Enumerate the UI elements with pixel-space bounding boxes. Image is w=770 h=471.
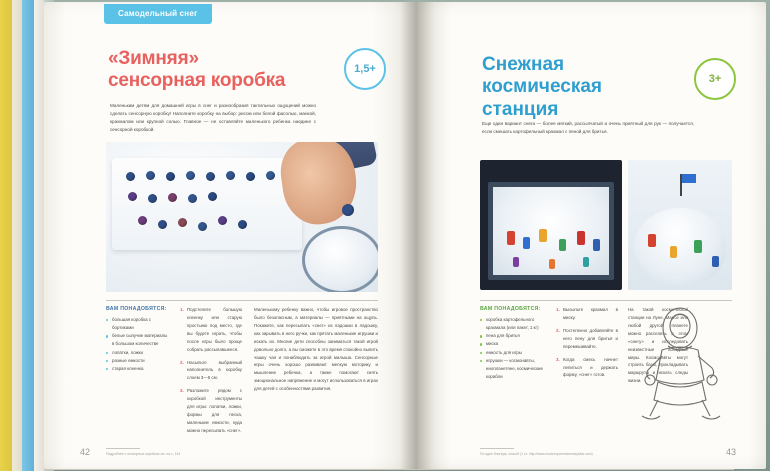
list-item: большая коробка с бортиками bbox=[106, 316, 168, 332]
toy-figure bbox=[648, 234, 656, 247]
photo-sensory-box bbox=[106, 142, 378, 292]
flag bbox=[682, 174, 696, 183]
toy-figure bbox=[583, 257, 589, 267]
toy-figure bbox=[712, 256, 719, 267]
list-item: игрушки — космонавты, инопланетяне, космические корабли bbox=[480, 357, 544, 381]
left-materials-column bbox=[106, 306, 168, 373]
right-page-number: 43 bbox=[725, 447, 736, 457]
bead bbox=[238, 220, 247, 229]
toy-figure bbox=[593, 239, 600, 251]
bead bbox=[168, 193, 177, 202]
bead bbox=[178, 218, 187, 227]
bead bbox=[206, 172, 215, 181]
right-materials-list bbox=[480, 316, 544, 381]
bead bbox=[266, 171, 275, 180]
toy-figure bbox=[507, 231, 515, 245]
list-item: пена для бритья bbox=[480, 332, 544, 340]
list-item: коробка картофельного крахмала (или пакет, 1 кг) bbox=[480, 316, 544, 332]
step-number: 2. bbox=[180, 359, 184, 365]
list-item: емкость для игры bbox=[480, 349, 544, 357]
right-columns-divider bbox=[480, 300, 732, 301]
toy-figure bbox=[539, 229, 547, 242]
bead bbox=[208, 192, 217, 201]
age-badge-right: 3+ bbox=[694, 58, 736, 100]
right-materials-column bbox=[480, 306, 544, 381]
right-page-title bbox=[482, 54, 682, 121]
bead bbox=[128, 192, 137, 201]
bowl-with-snow bbox=[302, 226, 378, 292]
bead bbox=[246, 172, 255, 181]
bead bbox=[186, 171, 195, 180]
snow-mound bbox=[634, 208, 726, 286]
photo-snow-mound bbox=[628, 160, 732, 290]
step-number: 1. bbox=[556, 307, 560, 312]
list-item: 2. Постепенно добавляйте в него пену для бритья и перемешивайте. bbox=[556, 327, 618, 349]
dark-box-frame bbox=[488, 182, 614, 280]
bead bbox=[226, 171, 235, 180]
toy-figure bbox=[670, 246, 677, 258]
right-page bbox=[416, 2, 766, 469]
left-page bbox=[44, 2, 416, 469]
list-item: 3. Когда смесь начнет лепиться и держать форму, «снег» готов. bbox=[556, 356, 618, 378]
list-item: миска bbox=[480, 340, 544, 348]
list-item: 1. Высыпьте крахмал в миску. bbox=[556, 307, 618, 320]
left-body-column bbox=[254, 306, 378, 399]
step-number: 3. bbox=[180, 388, 184, 394]
section-tab-banner: Самодельный снег bbox=[104, 4, 212, 24]
bead bbox=[218, 216, 227, 225]
step-number: 3. bbox=[556, 356, 560, 362]
bead bbox=[126, 172, 135, 181]
right-steps-column bbox=[556, 306, 618, 384]
illustration-astronaut-sketch bbox=[628, 302, 732, 424]
right-title-line-1: Снежная bbox=[482, 54, 565, 75]
step-number: 2. bbox=[556, 327, 560, 333]
white-tray bbox=[112, 158, 302, 250]
list-item: 1. Подстелите большую клеенку или старую простыню под место, где вы будете играть, чтобы после игры было проще собрать рассыпавшееся. bbox=[180, 307, 242, 352]
left-body-paragraph: Маленькому ребенку важно, чтобы игровое пространство было безопасным, а материалы — приятными на ощупь. Покажите, как пересыпать «снег» из ладошки в ладошку, как зарывать в него ручки, как прятать маленькие игрушки и искать их. Многие дети способны заниматься такой игрой довольно долго, а вы сможете в это время спокойно выпить чашку чая и понаблюдать за игрой малыша. Сенсорные игры очень хорошо развивают мелкую моторику и мышление ребенка, а также помогают снять эмоциональное напряжение и могут использоваться в играх для детей с особенностями развития. bbox=[254, 307, 378, 392]
toy-figure bbox=[549, 259, 555, 269]
bead bbox=[198, 222, 207, 231]
right-caption-text: На такой космической станции на Луне, Марсе или любой другой планете можно расселить в этом «снегу» и исследовать неизвестные холодные миры. Космонавты могут строить базы, прокладывать маршруты и искать следы жизни. bbox=[628, 307, 688, 384]
right-footnote: По идее блогера, способ (1 ст. http://www.modernparentsmessykids.com) bbox=[480, 452, 593, 456]
list-item: 3. Разложите рядом с коробкой инструменты для игры: лопатки, ложки, формы для песка, маленькие емкости, куда можно пересыпать «снег». bbox=[180, 388, 242, 433]
toy-figure bbox=[694, 240, 702, 253]
list-item: лопатки, ложки bbox=[106, 349, 168, 357]
left-materials-heading: ВАМ ПОНАДОБЯТСЯ: bbox=[106, 306, 167, 312]
list-item: белые сыпучие материалы в большом количестве bbox=[106, 332, 168, 348]
list-item: 2. Насыпьте выбранный наполнитель в коробку слоем 3—5 см. bbox=[180, 359, 242, 381]
toy-figure bbox=[577, 231, 585, 245]
right-materials-heading: ВАМ ПОНАДОБЯТСЯ: bbox=[480, 306, 541, 312]
left-footnote: Подробнее о сенсорных коробках см. на с. 144 bbox=[106, 452, 181, 456]
left-title-line-2: сенсорная коробка bbox=[108, 70, 286, 92]
bead bbox=[188, 194, 197, 203]
left-steps-column bbox=[180, 306, 242, 440]
left-page-title bbox=[108, 48, 338, 93]
step-number: 1. bbox=[180, 307, 184, 312]
bead bbox=[158, 220, 167, 229]
open-book bbox=[44, 2, 766, 469]
bead-in-hand bbox=[342, 204, 354, 216]
bead bbox=[148, 194, 157, 203]
left-materials-list bbox=[106, 316, 168, 373]
photo-space-station-box bbox=[480, 160, 622, 290]
bead bbox=[166, 172, 175, 181]
toy-figure bbox=[513, 257, 519, 267]
left-intro-paragraph: Маленьким детям для домашней игры в снег и разнообразия тактильных ощущений можно сделать сенсорную коробку! Наполните коробку на выбор: рисом или белой фасолью, манкой, крахмалом или крупной солью. Главное — не оставляйте маленького ребенка наедине с сенсорной коробкой. bbox=[110, 103, 316, 133]
left-title-line-1: «Зимняя» bbox=[108, 48, 199, 69]
right-intro-paragraph: Еще один вариант снега — более мягкий, рассыпчатый и очень приятный для рук — получается, если смешать картофельный крахмал с пеной для бритья. bbox=[482, 121, 694, 135]
toy-figure bbox=[523, 237, 530, 249]
list-item: старая клеенка bbox=[106, 365, 168, 373]
toy-figure bbox=[559, 239, 566, 251]
age-badge-left: 1,5+ bbox=[344, 48, 386, 90]
left-columns-divider bbox=[106, 300, 378, 301]
bead bbox=[146, 171, 155, 180]
left-page-number: 42 bbox=[80, 447, 91, 457]
list-item: разные емкости bbox=[106, 357, 168, 365]
bead bbox=[138, 216, 147, 225]
right-title-line-2: космическая станция bbox=[482, 76, 602, 120]
